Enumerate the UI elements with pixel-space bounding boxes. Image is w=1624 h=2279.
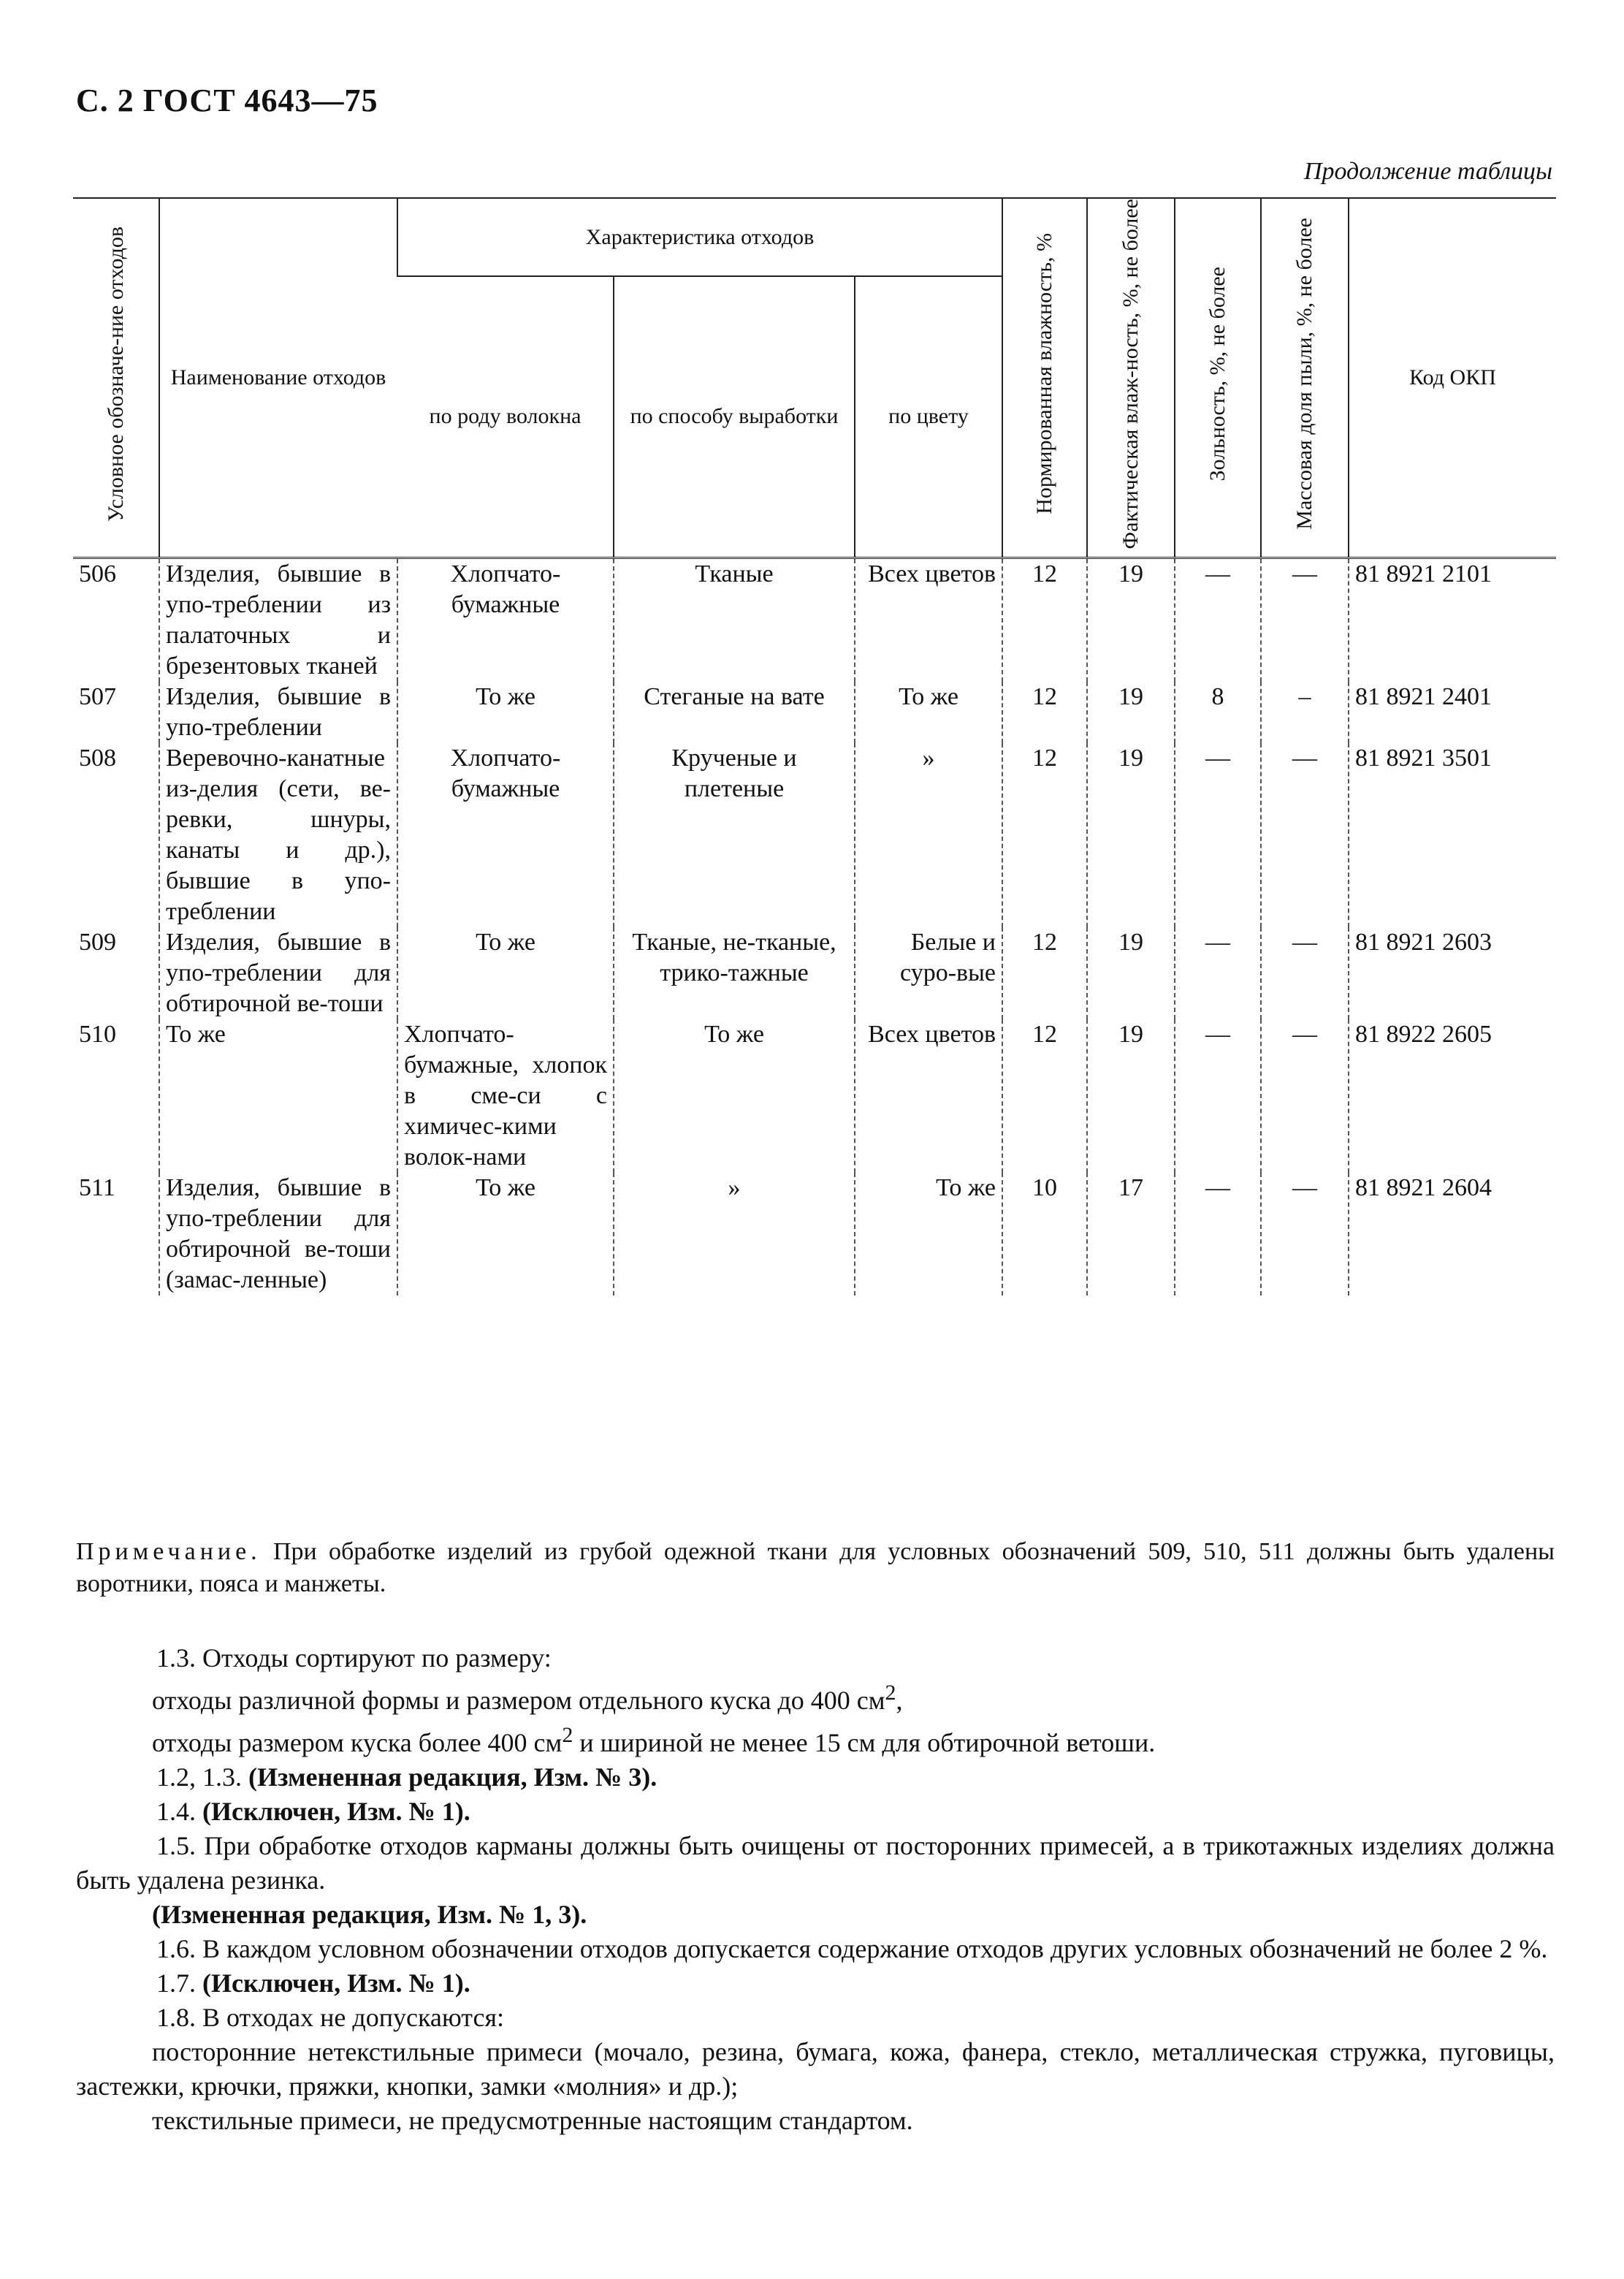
cell-method: Тканые, не-тканые, трико-тажные (614, 927, 855, 1019)
cell-ash: — (1175, 743, 1261, 927)
cell-ash: 8 (1175, 682, 1261, 743)
cell-color: Всех цветов (855, 1019, 1002, 1173)
cell-norm: 10 (1002, 1173, 1087, 1296)
cell-code: 506 (79, 560, 116, 587)
paragraph-1-7: 1.7. (Исключен, Изм. № 1). (156, 1968, 470, 1998)
note-label: Примечание. (76, 1538, 262, 1565)
cell-okp: 81 8921 2401 (1349, 682, 1556, 743)
cell-color: То же (855, 682, 1002, 743)
waste-table (73, 197, 1556, 1296)
header-fact-moisture: Фактическая влаж-ность, %, не более (1087, 198, 1175, 558)
cell-method: Крученые и плетеные (614, 743, 855, 927)
table-row (73, 743, 1556, 927)
cell-norm: 12 (1002, 743, 1087, 927)
paragraph-1-5: 1.5. При обработке отходов карманы должны быть очищены от посторонних примесей, а в трикотажных изделиях должна быть удалена резинка. (76, 1831, 1555, 1895)
paragraph-1-8-a: посторонние нетекстильные примеси (мочало, резина, бумага, кожа, фанера, стекло, металлическая стружка, пуговицы, застежки, крючки, пряжки, кнопки, замки «молния» и др.); (76, 2037, 1555, 2101)
cell-dust: — (1261, 1019, 1349, 1173)
header-code: Условное обозначе-ние отходов (73, 198, 159, 558)
table-note (76, 1536, 1555, 1600)
header-method: по способу выработки (614, 276, 855, 558)
cell-name: Изделия, бывшие в упо-треблении (159, 682, 397, 743)
cell-method: Стеганые на вате (614, 682, 855, 743)
paragraph-1-3: 1.3. Отходы сортируют по размеру: (156, 1643, 552, 1673)
cell-name: То же (159, 1019, 397, 1173)
body-text (76, 1536, 1555, 2138)
cell-okp: 81 8922 2605 (1349, 1019, 1556, 1173)
cell-dust: — (1261, 927, 1349, 1019)
header-characteristics: Характеристика отходов (397, 198, 1002, 276)
cell-fact: 19 (1087, 927, 1175, 1019)
paragraph-1-4: 1.4. (Исключен, Изм. № 1). (156, 1797, 470, 1826)
paragraph-1-2-1-3-amend: 1.2, 1.3. (Измененная редакция, Изм. № 3). (156, 1762, 657, 1792)
header-norm-moisture: Нормированная влажность, % (1002, 198, 1087, 558)
cell-color: То же (855, 1173, 1002, 1296)
cell-fact: 19 (1087, 743, 1175, 927)
cell-method: То же (614, 1019, 855, 1173)
table-row (73, 1019, 1556, 1173)
paragraph-1-8-b: текстильные примеси, не предусмотренные настоящим стандартом. (152, 2106, 913, 2135)
cell-fact: 19 (1087, 1019, 1175, 1173)
table-row (73, 1173, 1556, 1296)
header-dust: Массовая доля пыли, %, не более (1261, 198, 1349, 558)
cell-okp: 81 8921 2604 (1349, 1173, 1556, 1296)
cell-name: Изделия, бывшие в упо-треблении из палаточных и брезентовых тканей (159, 558, 397, 682)
cell-color: Белые и суро-вые (855, 927, 1002, 1019)
table-continuation-label: Продолжение таблицы (1303, 158, 1552, 185)
header-okp: Код ОКП (1349, 198, 1556, 558)
cell-fact: 19 (1087, 558, 1175, 682)
table-row (73, 558, 1556, 682)
cell-code: 508 (79, 744, 116, 772)
cell-okp: 81 8921 2101 (1349, 558, 1556, 682)
cell-dust: — (1261, 743, 1349, 927)
cell-norm: 12 (1002, 927, 1087, 1019)
cell-dust: — (1261, 558, 1349, 682)
cell-color: » (855, 743, 1002, 927)
cell-color: Всех цветов (855, 558, 1002, 682)
cell-dust: — (1261, 1173, 1349, 1296)
cell-ash: — (1175, 1173, 1261, 1296)
header-fiber: по роду волокна (397, 276, 614, 558)
paragraph-1-5-amend: (Измененная редакция, Изм. № 1, 3). (152, 1900, 587, 1929)
cell-fiber: То же (397, 927, 614, 1019)
cell-name: Изделия, бывшие в упо-треблении для обтирочной ве-тоши (159, 927, 397, 1019)
paragraph-1-3-a: отходы различной формы и размером отдельного куска до 400 $см^2$, (152, 1681, 903, 1715)
cell-fiber: То же (397, 1173, 614, 1296)
cell-okp: 81 8921 2603 (1349, 927, 1556, 1019)
cell-ash: — (1175, 927, 1261, 1019)
header-ash: Зольность, %, не более (1175, 198, 1261, 558)
paragraph-1-6: 1.6. В каждом условном обозначении отходов допускается содержание отходов других условных обозначений не более 2 %. (156, 1934, 1548, 1963)
cell-fiber: Хлопчато-бумажные, хлопок в сме-си с химичес-кими волок-нами (397, 1019, 614, 1173)
cell-method: Тканые (614, 558, 855, 682)
cell-method: » (614, 1173, 855, 1296)
cell-name: Изделия, бывшие в упо-треблении для обтирочной ве-тоши (замас-ленные) (159, 1173, 397, 1296)
cell-code: 510 (79, 1020, 116, 1048)
cell-norm: 12 (1002, 1019, 1087, 1173)
note-text: При обработке изделий из грубой одежной ткани для условных обозначений 509, 510, 511 должны быть удалены воротники, пояса и манжеты. (76, 1538, 1555, 1597)
table-row (73, 682, 1556, 743)
cell-fact: 17 (1087, 1173, 1175, 1296)
paragraph-1-3-b: отходы размером куска более 400 $см^2$ и шириной не менее 15 см для обтирочной ветоши. (152, 1723, 1156, 1757)
cell-fiber: Хлопчато-бумажные (397, 743, 614, 927)
table-row (73, 927, 1556, 1019)
cell-fact: 19 (1087, 682, 1175, 743)
paragraph-1-8: 1.8. В отходах не допускаются: (156, 2003, 505, 2032)
cell-code: 511 (79, 1173, 115, 1201)
cell-okp: 81 8921 3501 (1349, 743, 1556, 927)
cell-ash: — (1175, 558, 1261, 682)
page-header: С. 2 ГОСТ 4643—75 (76, 83, 378, 118)
cell-code: 509 (79, 928, 116, 956)
cell-fiber: То же (397, 682, 614, 743)
cell-dust: – (1261, 682, 1349, 743)
cell-norm: 12 (1002, 558, 1087, 682)
header-name: Наименование отходов (159, 198, 397, 558)
cell-name: Веревочно-канатные из-делия (сети, ве-ревки, шнуры, канаты и др.), бывшие в упо-треблении (159, 743, 397, 927)
cell-code: 507 (79, 682, 116, 710)
cell-fiber: Хлопчато-бумажные (397, 558, 614, 682)
cell-norm: 12 (1002, 682, 1087, 743)
header-color: по цвету (855, 276, 1002, 558)
cell-ash: — (1175, 1019, 1261, 1173)
